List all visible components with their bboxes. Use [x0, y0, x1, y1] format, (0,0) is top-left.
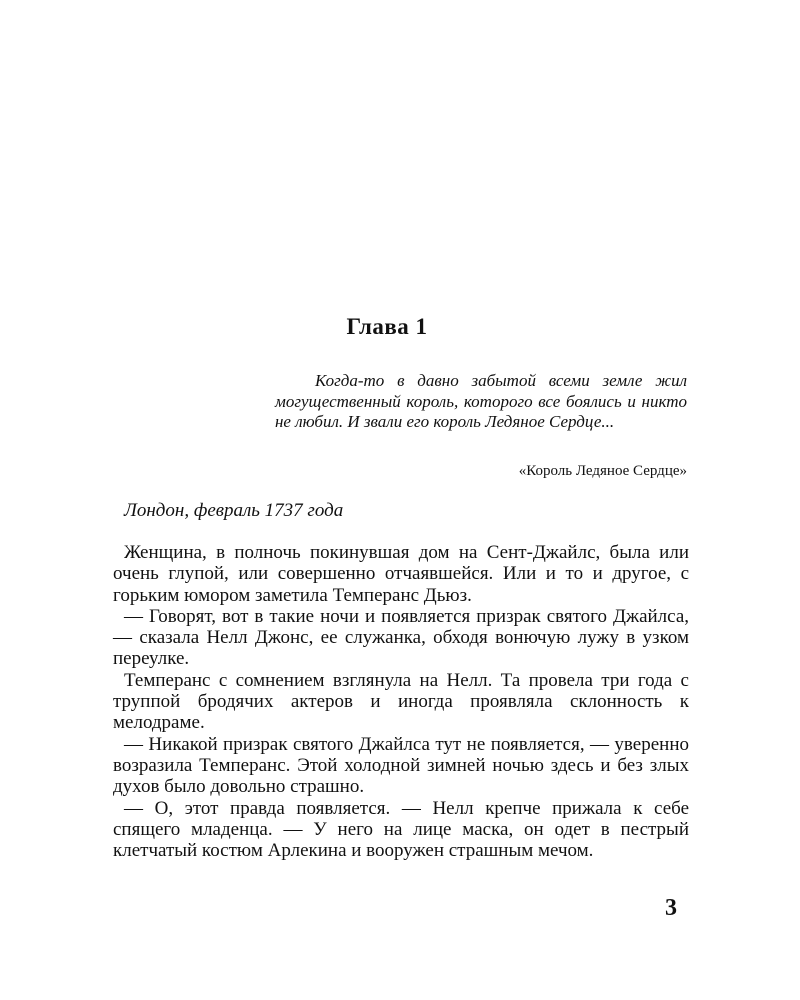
paragraph: — Говорят, вот в такие ночи и появляется призрак святого Джайлса, — сказала Нелл Джонс, ее служанка, обходя вонючую лужу в узком переулке. [113, 605, 689, 670]
paragraph: Темперанс с сомнением взглянула на Нелл. Та провела три года с труппой бродячих актеров и иногда проявляла склонность к мелодраме. [113, 669, 689, 734]
epigraph-source: «Король Ледяное Сердце» [518, 463, 687, 479]
paragraph: — О, этот правда появляется. — Нелл крепче прижала к себе спящего младенца. — У него на лице маска, он одет в пестрый клетчатый костюм Арлекина и вооружен страшным мечом. [113, 797, 689, 862]
body-text [113, 542, 689, 861]
page-number: 3 [665, 895, 677, 921]
chapter-title: Глава 1 [346, 314, 428, 339]
epigraph-text: Когда-то в давно забытой всеми земле жил могущественный король, которого все боялись и никто не любил. И звали его король Ледяное Сердце... [275, 371, 687, 431]
paragraph: — Никакой призрак святого Джайлса тут не появляется, — уверенно возразила Темперанс. Этой холодной зимней ночью здесь и без злых духов было довольно страшно. [113, 733, 689, 798]
paragraph: Женщина, в полночь покинувшая дом на Сент-Джайлс, была или очень глупой, или совершенно отчаявшейся. Или и то и другое, с горьким юмором заметила Темперанс Дьюз. [113, 542, 689, 606]
dateline: Лондон, февраль 1737 года [124, 500, 344, 521]
